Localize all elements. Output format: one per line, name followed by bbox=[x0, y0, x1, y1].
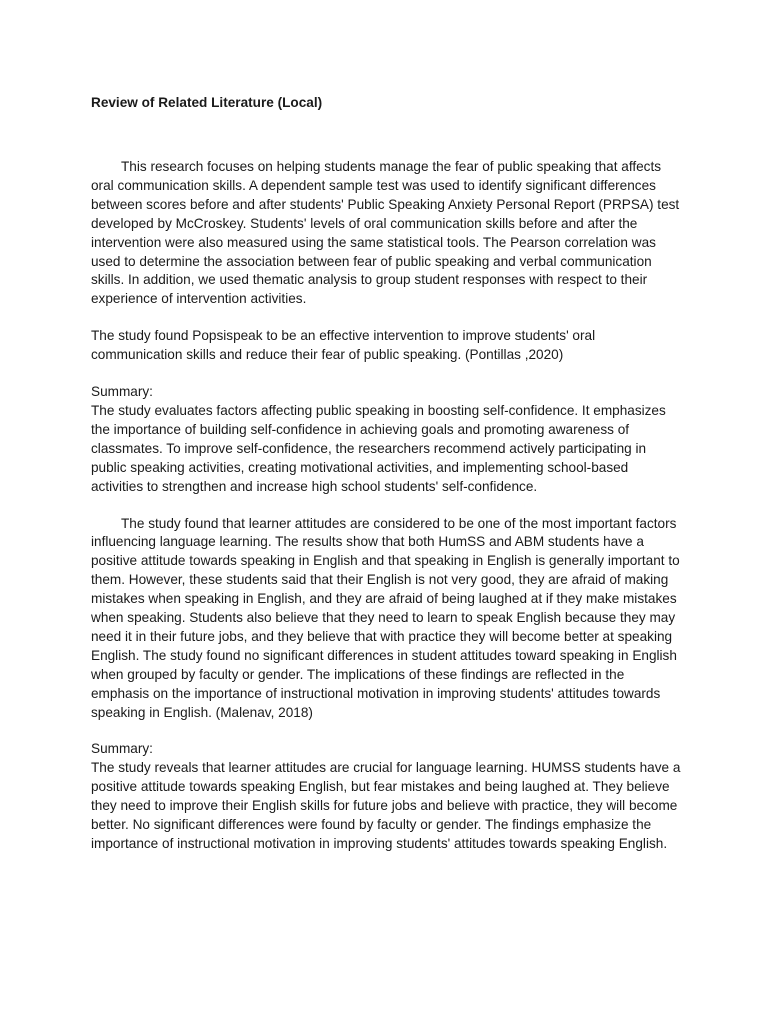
paragraph-attitudes: The study found that learner attitudes are considered to be one of the most important factors influencing language learning. The results show that both HumSS and ABM students have a positive attitude towards speaking in English and that speaking in English is generally important to them. However, these students said that their English is not very good, they are afraid of making mistakes when speaking in English, and they are afraid of being laughed at if they make mistakes when speaking. Students also believe that they need to learn to speak English because they may need it in their future jobs, and they believe that with practice they will become better at speaking English. The study found no significant differences in student attitudes toward speaking in English when grouped by faculty or gender. The implications of these findings are reflected in the emphasis on the importance of instructional motivation in improving students' attitudes towards speaking in English. (Malenav, 2018) bbox=[91, 515, 680, 720]
spacer bbox=[91, 497, 681, 515]
paragraph-findings: The study found Popsispeak to be an effective intervention to improve students' oral communication skills and reduce their fear of public speaking. (Pontillas ,2020) bbox=[91, 328, 596, 363]
summary-text: The study reveals that learner attitudes are crucial for language learning. HUMSS students have a positive attitude towards speaking English, but fear mistakes and being laughed at. They believe they need to improve their English skills for future jobs and believe with practice, they will become better. No significant differences were found by faculty or gender. The findings emphasize the importance of instructional motivation in improving students' attitudes towards speaking English. bbox=[91, 760, 681, 851]
summary-text: The study evaluates factors affecting public speaking in boosting self-confidence. It emphasizes the importance of building self-confidence in achieving goals and promoting awareness of classmates. To improve self-confidence, the researchers recommend actively participating in public speaking activities, creating motivational activities, and implementing school-based activities to strengthen and increase high school students' self-confidence. bbox=[91, 402, 666, 494]
spacer bbox=[91, 113, 681, 158]
document-title: Review of Related Literature (Local) bbox=[91, 95, 323, 110]
spacer bbox=[91, 722, 681, 740]
document-page bbox=[91, 94, 681, 854]
spacer bbox=[91, 309, 681, 327]
spacer bbox=[91, 365, 681, 383]
summary-label: Summary: bbox=[91, 384, 153, 400]
paragraph-intro: This research focuses on helping students manage the fear of public speaking that affects oral communication skills. A dependent sample test was used to identify significant differences between scores before and after students' Public Speaking Anxiety Personal Report (PRPSA) test developed by McCroskey. Students' levels of oral communication skills before and after the intervention were also measured using the same statistical tools. The Pearson correlation was used to determine the association between fear of public speaking and verbal communication skills. In addition, we used thematic analysis to group student responses with respect to their experience of intervention activities. bbox=[91, 159, 680, 307]
summary-label: Summary: bbox=[91, 741, 153, 757]
